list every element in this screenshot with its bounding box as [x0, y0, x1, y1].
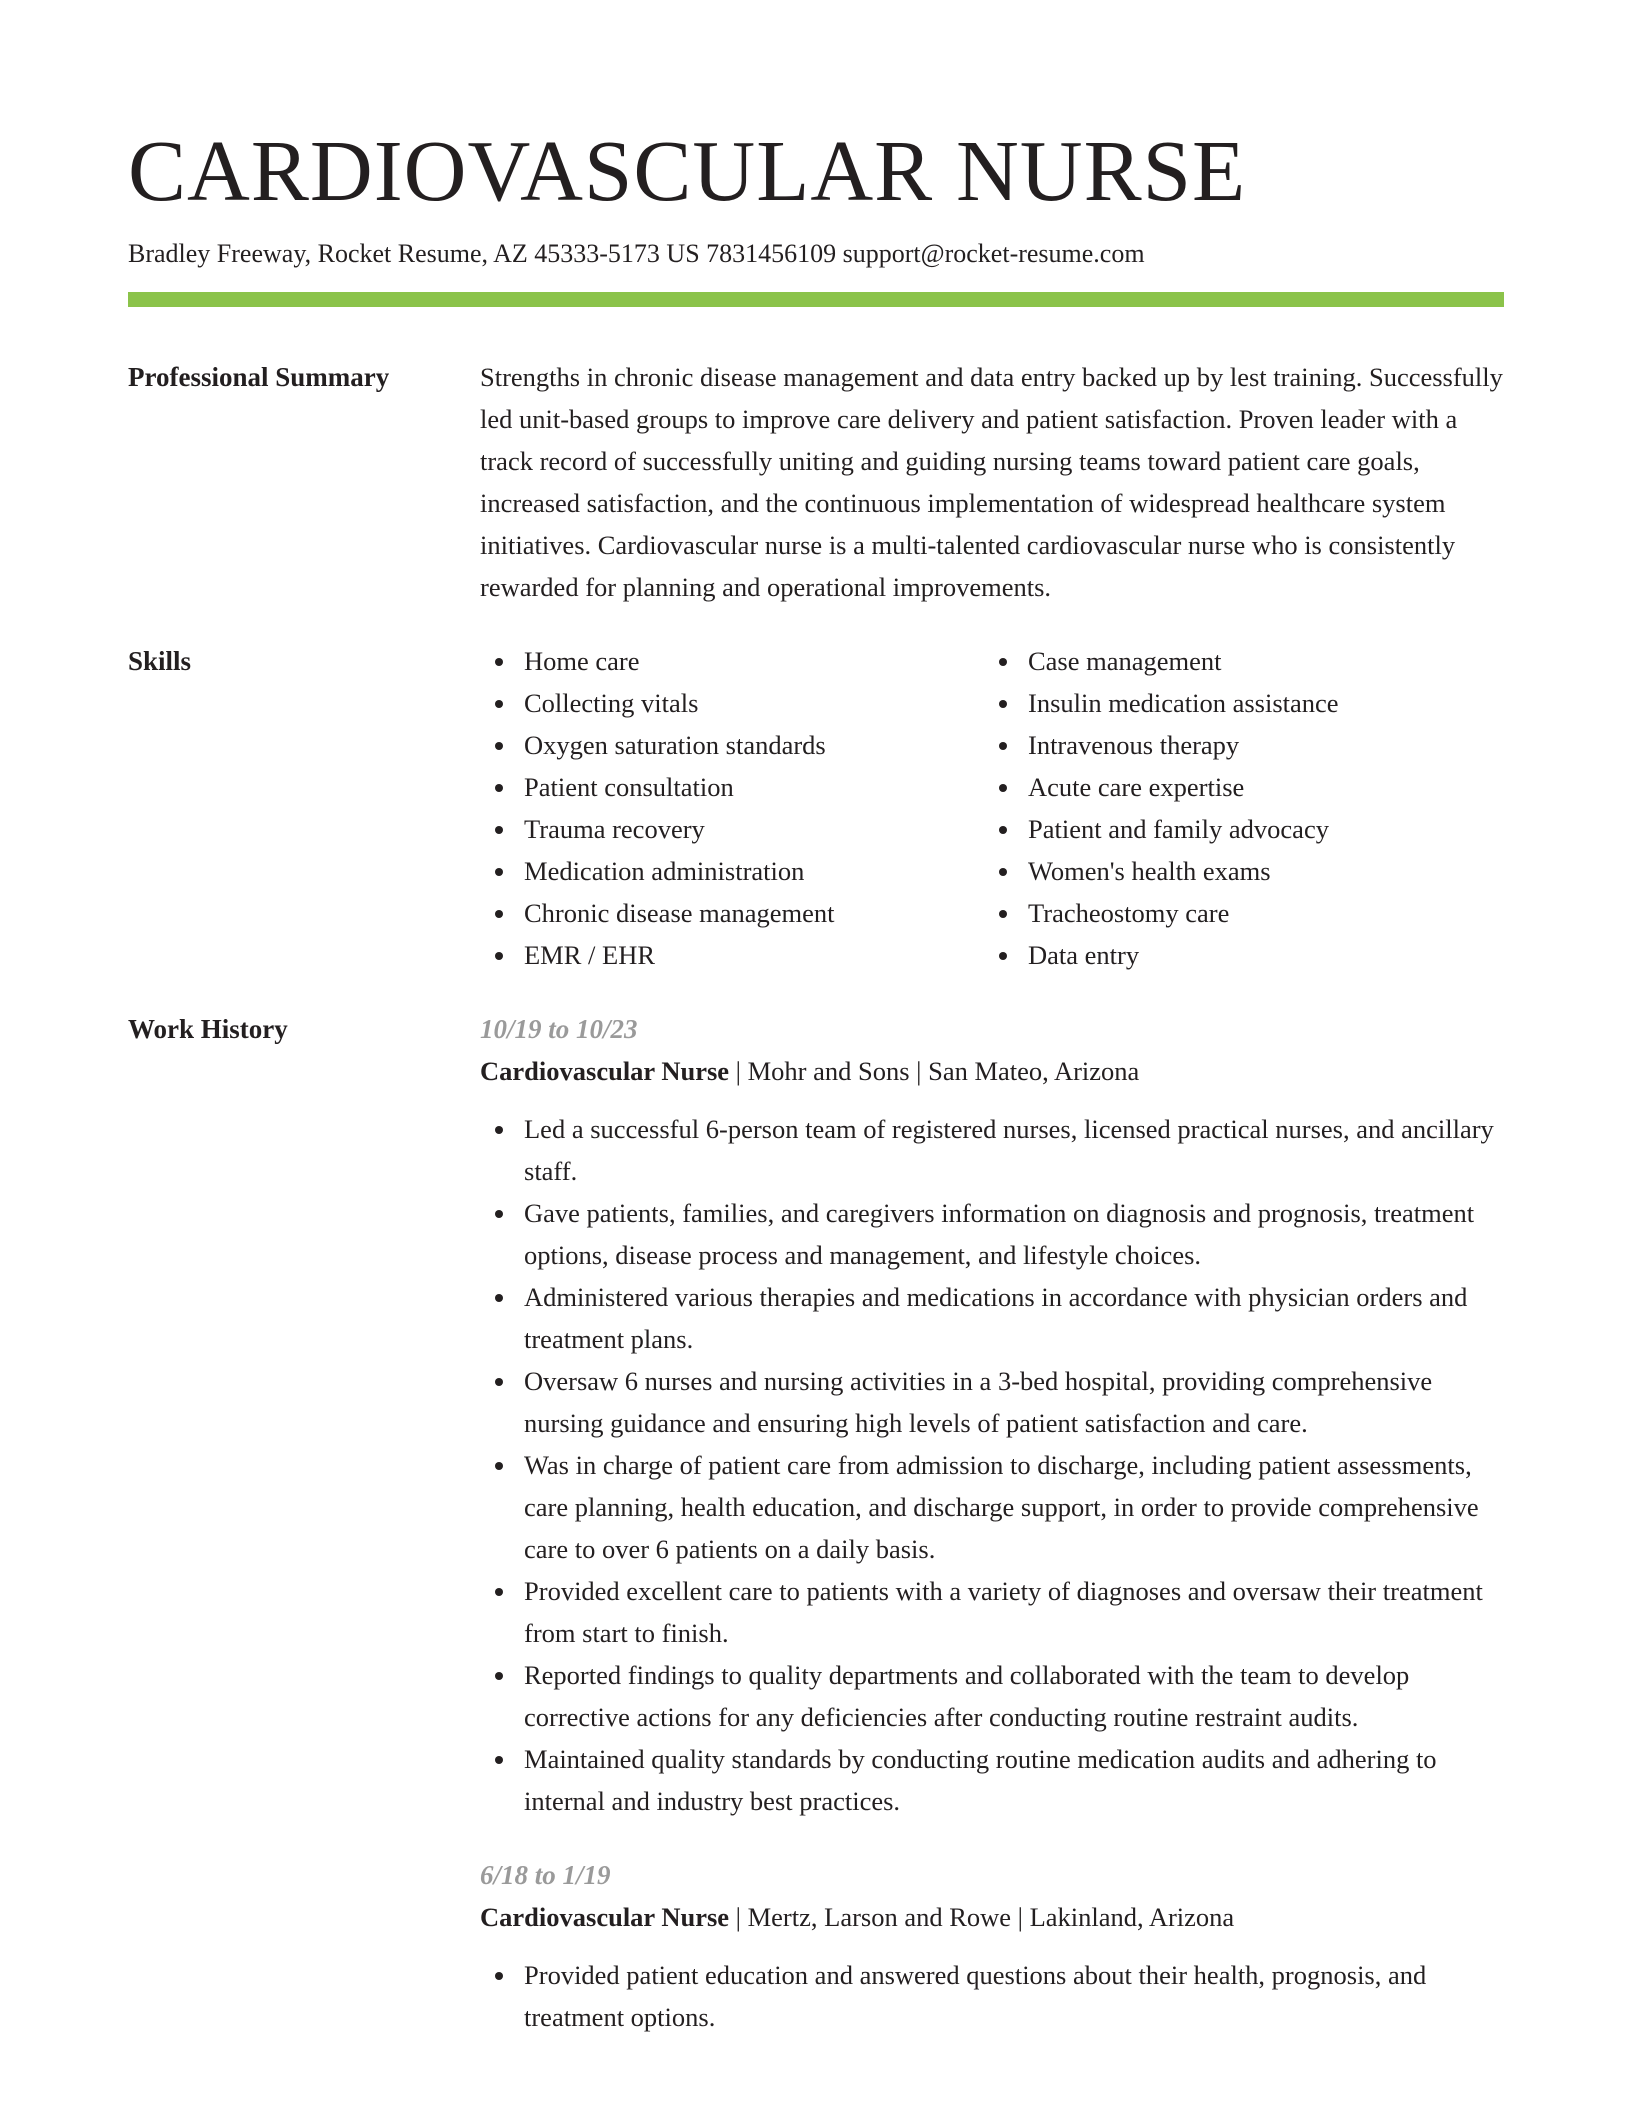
skill-item: Home care — [480, 640, 984, 682]
job-bullet: Administered various therapies and medications in accordance with physician orders and treatment plans. — [480, 1276, 1504, 1360]
job-heading — [480, 1050, 1504, 1092]
job-employer-location: | Mohr and Sons | San Mateo, Arizona — [729, 1056, 1140, 1086]
job-bullet: Maintained quality standards by conducting routine medication audits and adhering to internal and industry best practices. — [480, 1738, 1504, 1822]
job-entry — [480, 1854, 1504, 2038]
skills-columns — [480, 640, 1504, 976]
work-history-section — [128, 1008, 1504, 2038]
work-history-body — [480, 1008, 1504, 2038]
job-bullet: Provided patient education and answered questions about their health, prognosis, and treatment options. — [480, 1954, 1504, 2038]
job-dates: 6/18 to 1/19 — [480, 1860, 611, 1890]
skill-item: Acute care expertise — [984, 766, 1488, 808]
section-label-summary: Professional Summary — [128, 362, 390, 392]
job-bullet-list — [480, 1108, 1504, 1822]
summary-text: Strengths in chronic disease management and data entry backed up by lest training. Successfully led unit-based groups to improve care delivery and patient satisfaction. Proven leader with a track record of successfully uniting and guiding nursing teams toward patient care goals, increased satisfaction, and the continuous implementation of widespread healthcare system initiatives. Cardiovascular nurse is a multi-talented cardiovascular nurse who is consistently rewarded for planning and operational improvements. — [480, 362, 1503, 602]
skill-item: Patient and family advocacy — [984, 808, 1488, 850]
skill-item: Oxygen saturation standards — [480, 724, 984, 766]
skill-item: EMR / EHR — [480, 934, 984, 976]
job-bullet: Reported findings to quality departments and collaborated with the team to develop corrective actions for any deficiencies after conducting routine restraint audits. — [480, 1654, 1504, 1738]
skills-list-left — [480, 640, 984, 976]
skill-item: Intravenous therapy — [984, 724, 1488, 766]
resume-page — [128, 0, 1504, 2038]
skill-item: Patient consultation — [480, 766, 984, 808]
job-bullet: Gave patients, families, and caregivers information on diagnosis and prognosis, treatment options, disease process and management, and lifestyle choices. — [480, 1192, 1504, 1276]
contact-info: Bradley Freeway, Rocket Resume, AZ 45333-5173 US 7831456109 support@rocket-resume.com — [128, 239, 1145, 268]
skill-item: Medication administration — [480, 850, 984, 892]
skill-item: Collecting vitals — [480, 682, 984, 724]
professional-summary-section — [128, 356, 1504, 608]
job-entry — [480, 1008, 1504, 1822]
skill-item: Chronic disease management — [480, 892, 984, 934]
job-bullet: Was in charge of patient care from admission to discharge, including patient assessments, care planning, health education, and discharge support, in order to provide comprehensive care to over 6 patients on a daily basis. — [480, 1444, 1504, 1570]
skills-list-right — [984, 640, 1488, 976]
skill-item: Tracheostomy care — [984, 892, 1488, 934]
job-employer-location: | Mertz, Larson and Rowe | Lakinland, Arizona — [729, 1902, 1235, 1932]
skill-item: Trauma recovery — [480, 808, 984, 850]
job-dates: 10/19 to 10/23 — [480, 1014, 638, 1044]
job-title: Cardiovascular Nurse — [480, 1902, 730, 1932]
job-bullet: Provided excellent care to patients with a variety of diagnoses and oversaw their treatment from start to finish. — [480, 1570, 1504, 1654]
skill-item: Case management — [984, 640, 1488, 682]
skill-item: Insulin medication assistance — [984, 682, 1488, 724]
section-label-work-history: Work History — [128, 1014, 288, 1044]
skill-item: Women's health exams — [984, 850, 1488, 892]
section-label-skills: Skills — [128, 646, 192, 676]
skills-section — [128, 640, 1504, 976]
job-bullet: Led a successful 6-person team of registered nurses, licensed practical nurses, and ancillary staff. — [480, 1108, 1504, 1192]
header-divider — [128, 292, 1504, 307]
resume-title: CARDIOVASCULAR NURSE — [128, 122, 1247, 219]
job-bullet-list — [480, 1954, 1504, 2038]
job-bullet: Oversaw 6 nurses and nursing activities in a 3-bed hospital, providing comprehensive nursing guidance and ensuring high levels of patient satisfaction and care. — [480, 1360, 1504, 1444]
job-title: Cardiovascular Nurse — [480, 1056, 730, 1086]
job-heading — [480, 1896, 1504, 1938]
skill-item: Data entry — [984, 934, 1488, 976]
